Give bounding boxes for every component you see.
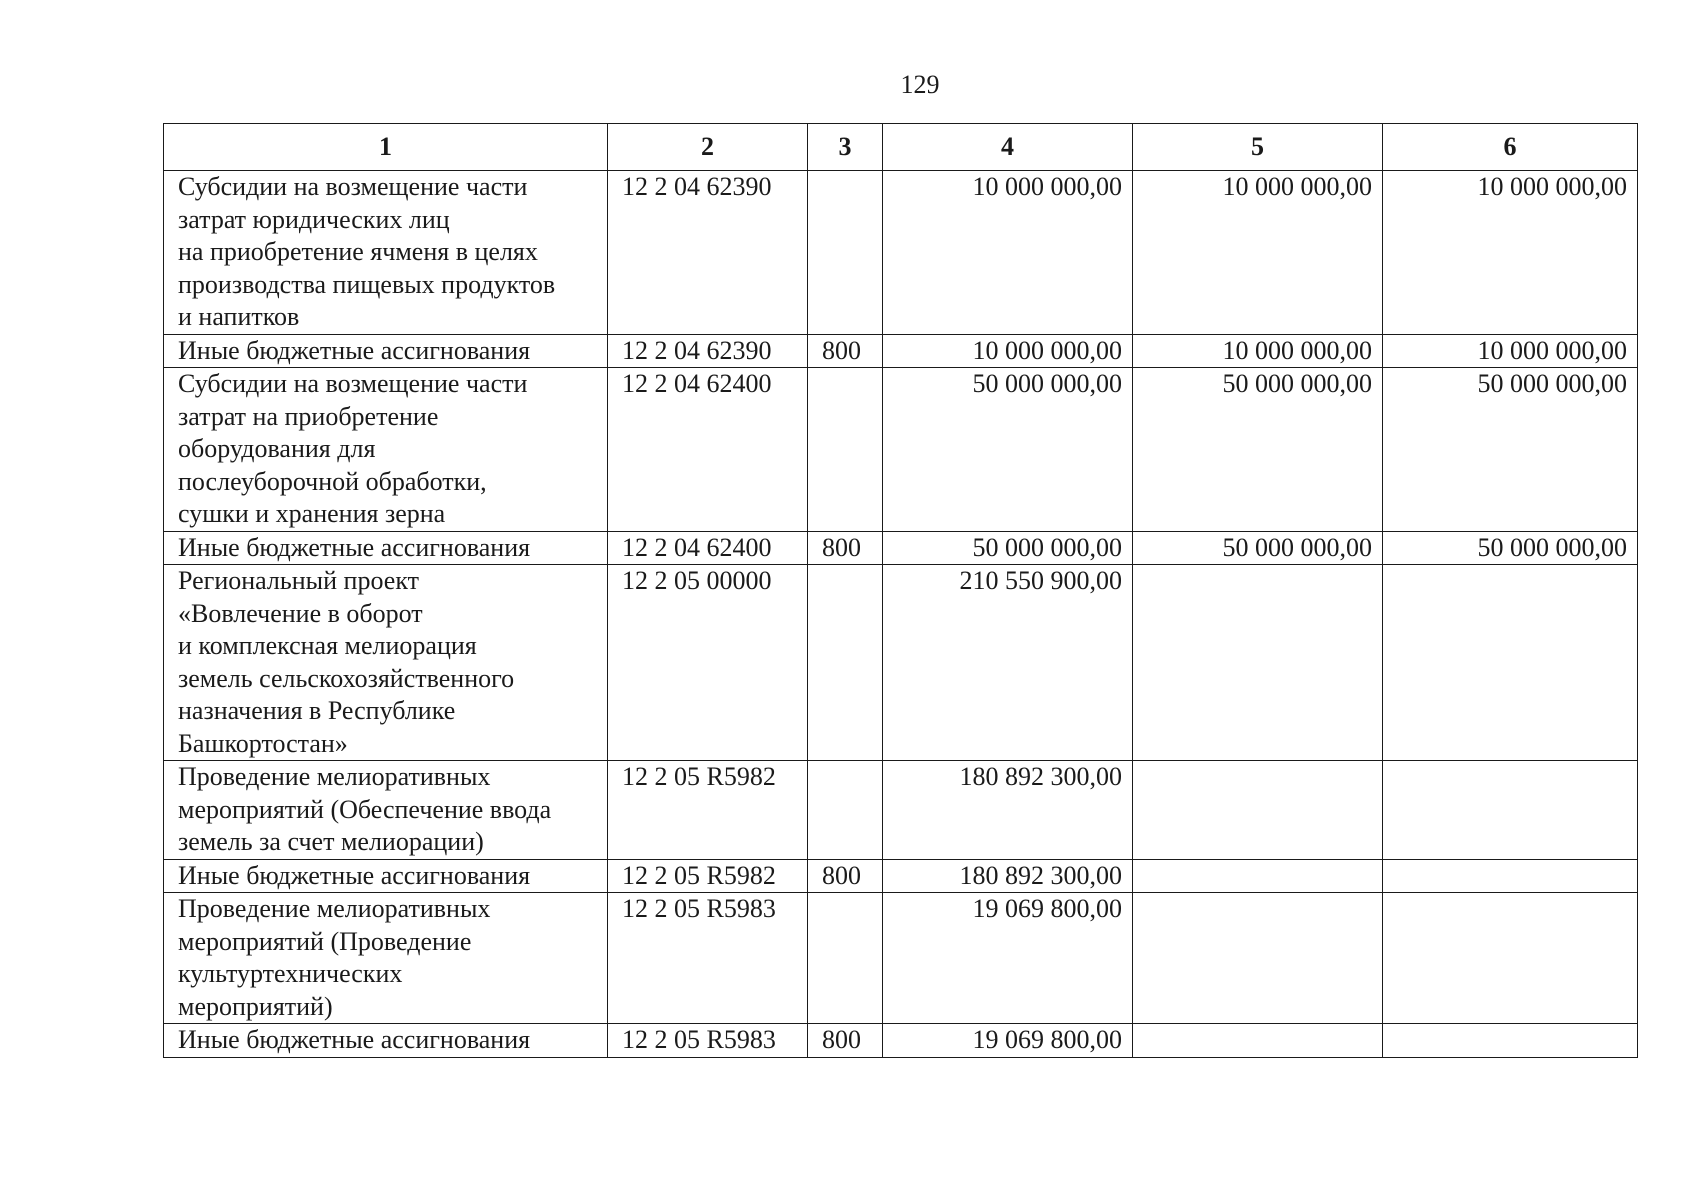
row-name-line: и комплексная мелиорация [178, 631, 477, 660]
column-header: 3 [808, 124, 883, 171]
row-amount-col4-cell: 19 069 800,00 [883, 893, 1133, 1024]
row-name-cell [164, 531, 608, 565]
row-amount-col6-cell [1383, 565, 1638, 761]
row-type-cell: 800 [808, 334, 883, 368]
row-name-cell [164, 368, 608, 532]
table-row [164, 368, 1638, 532]
row-name-line: мероприятий) [178, 991, 333, 1021]
row-amount-col4-cell: 180 892 300,00 [883, 761, 1133, 860]
row-name-line: Субсидии на возмещение части [178, 172, 528, 201]
row-amount-col5-cell: 10 000 000,00 [1133, 334, 1383, 368]
row-code-cell: 12 2 05 00000 [608, 565, 808, 761]
table-row [164, 531, 1638, 565]
row-code-cell: 12 2 04 62390 [608, 171, 808, 335]
row-amount-col6-cell: 10 000 000,00 [1383, 171, 1638, 335]
row-name-cell [164, 893, 608, 1024]
row-name-line: земель за счет мелиорации) [178, 827, 484, 856]
row-amount-col4-cell: 10 000 000,00 [883, 171, 1133, 335]
row-amount-col5-cell: 50 000 000,00 [1133, 368, 1383, 532]
row-name-line: назначения в Республике [178, 696, 456, 725]
row-amount-col4-cell: 180 892 300,00 [883, 859, 1133, 893]
table-row [164, 761, 1638, 860]
table-row [164, 171, 1638, 335]
row-name-line: Субсидии на возмещение части [178, 369, 528, 398]
row-name-line: затрат на приобретение [178, 401, 439, 431]
column-header: 5 [1133, 124, 1383, 171]
row-type-cell: 800 [808, 1024, 883, 1058]
row-type-cell: 800 [808, 859, 883, 893]
table-row [164, 859, 1638, 893]
row-name-line: Проведение мелиоративных [178, 762, 491, 791]
row-name-cell [164, 565, 608, 761]
row-amount-col5-cell: 10 000 000,00 [1133, 171, 1383, 335]
row-name-cell [164, 859, 608, 893]
table-row [164, 893, 1638, 1024]
row-code-cell: 12 2 05 R5982 [608, 859, 808, 893]
row-name-line: культуртехнических [178, 959, 403, 988]
table-row [164, 334, 1638, 368]
column-header: 4 [883, 124, 1133, 171]
table-header-row [164, 124, 1638, 171]
row-name-line: послеуборочной обработки, [178, 466, 487, 496]
row-type-cell: 800 [808, 531, 883, 565]
row-name-line: Иные бюджетные ассигнования [178, 1025, 531, 1054]
row-amount-col5-cell: 50 000 000,00 [1133, 531, 1383, 565]
row-code-cell: 12 2 04 62400 [608, 531, 808, 565]
table-row [164, 1024, 1638, 1058]
row-name-line: «Вовлечение в оборот [178, 598, 423, 628]
row-code-cell: 12 2 04 62400 [608, 368, 808, 532]
row-code-cell: 12 2 04 62390 [608, 334, 808, 368]
row-name-line: мероприятий (Обеспечение ввода [178, 794, 552, 824]
row-code-cell: 12 2 05 R5982 [608, 761, 808, 860]
row-code-cell: 12 2 05 R5983 [608, 893, 808, 1024]
row-name-line: производства пищевых продуктов [178, 269, 556, 299]
row-amount-col5-cell [1133, 893, 1383, 1024]
row-name-line: сушки и хранения зерна [178, 499, 446, 528]
row-name-cell [164, 1024, 608, 1058]
row-type-cell [808, 565, 883, 761]
row-name-line: мероприятий (Проведение [178, 926, 472, 956]
row-name-line: затрат юридических лиц [178, 204, 450, 234]
row-name-line: на приобретение ячменя в целях [178, 237, 538, 266]
row-code-cell: 12 2 05 R5983 [608, 1024, 808, 1058]
row-name-cell [164, 171, 608, 335]
row-amount-col6-cell [1383, 761, 1638, 860]
row-amount-col6-cell: 50 000 000,00 [1383, 531, 1638, 565]
table-row [164, 565, 1638, 761]
row-name-line: Проведение мелиоративных [178, 894, 491, 923]
row-amount-col5-cell [1133, 1024, 1383, 1058]
row-amount-col4-cell: 210 550 900,00 [883, 565, 1133, 761]
row-amount-col5-cell [1133, 761, 1383, 860]
row-amount-col6-cell [1383, 1024, 1638, 1058]
row-amount-col4-cell: 50 000 000,00 [883, 368, 1133, 532]
row-type-cell [808, 368, 883, 532]
row-amount-col4-cell: 19 069 800,00 [883, 1024, 1133, 1058]
budget-table [163, 123, 1638, 1058]
row-amount-col6-cell: 10 000 000,00 [1383, 334, 1638, 368]
column-header: 1 [164, 124, 608, 171]
row-name-line: земель сельскохозяйственного [178, 663, 515, 693]
row-amount-col6-cell [1383, 859, 1638, 893]
row-amount-col4-cell: 50 000 000,00 [883, 531, 1133, 565]
row-amount-col5-cell [1133, 859, 1383, 893]
row-name-line: Иные бюджетные ассигнования [178, 335, 531, 365]
row-type-cell [808, 893, 883, 1024]
column-header: 2 [608, 124, 808, 171]
row-amount-col6-cell [1383, 893, 1638, 1024]
row-name-line: Иные бюджетные ассигнования [178, 860, 531, 890]
row-name-cell [164, 761, 608, 860]
row-amount-col6-cell: 50 000 000,00 [1383, 368, 1638, 532]
column-header: 6 [1383, 124, 1638, 171]
row-name-cell [164, 334, 608, 368]
row-type-cell [808, 171, 883, 335]
row-name-line: Башкортостан» [178, 728, 348, 758]
row-name-line: Региональный проект [178, 566, 419, 595]
row-type-cell [808, 761, 883, 860]
row-name-line: оборудования для [178, 434, 376, 463]
row-amount-col4-cell: 10 000 000,00 [883, 334, 1133, 368]
row-name-line: Иные бюджетные ассигнования [178, 532, 531, 562]
row-amount-col5-cell [1133, 565, 1383, 761]
page-number: 129 [900, 70, 940, 99]
row-name-line: и напитков [178, 302, 300, 331]
